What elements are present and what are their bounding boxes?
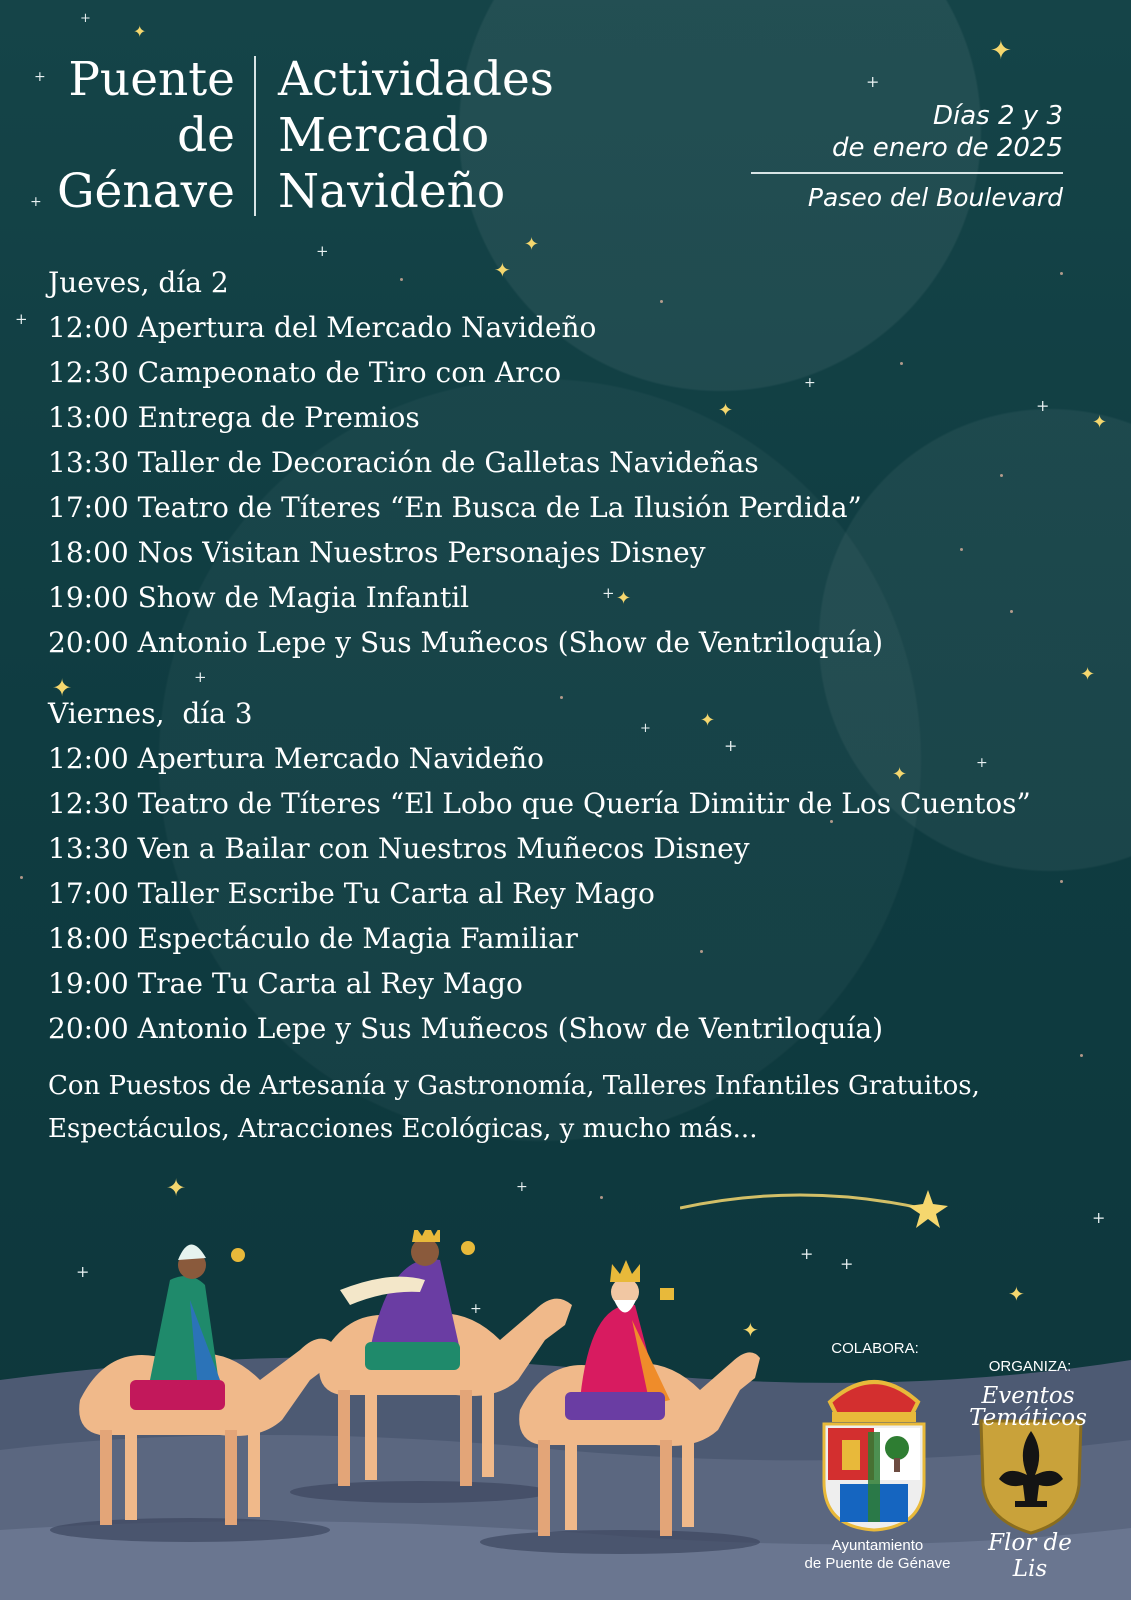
schedule — [48, 258, 1118, 1151]
town-title — [30, 52, 235, 220]
date-line: de enero de 2025 — [831, 133, 1063, 163]
event-row: 19:00 Show de Magia Infantil — [48, 581, 470, 614]
event-title — [278, 52, 554, 220]
town-line: Génave — [56, 164, 235, 219]
event-row: 13:00 Entrega de Premios — [48, 401, 420, 434]
event-row: 19:00 Trae Tu Carta al Rey Mago — [48, 967, 523, 1000]
coat-of-arms-icon — [820, 1362, 928, 1534]
star-icon: + — [866, 72, 880, 91]
event-line: Actividades — [278, 52, 554, 107]
star-icon: ✦ — [1092, 412, 1108, 433]
event-row: 12:30 Campeonato de Tiro con Arco — [48, 356, 562, 389]
spacer — [48, 665, 1118, 692]
star-icon: + — [724, 736, 738, 755]
colabora-label: COLABORA: — [831, 1340, 919, 1357]
closing-text — [48, 1065, 1118, 1151]
star-icon: ✦ — [700, 710, 716, 731]
star-icon: ✦ — [892, 764, 908, 785]
event-row: 13:30 Ven a Bailar con Nuestros Muñecos Disney — [48, 832, 750, 865]
colabora-name — [790, 1537, 965, 1573]
event-row: 12:00 Apertura Mercado Navideño — [48, 742, 544, 775]
star-icon: + — [602, 584, 615, 602]
event-line: Navideño — [278, 164, 506, 219]
colabora-name-line: Ayuntamiento — [831, 1537, 924, 1554]
star-icon: ✦ — [133, 22, 147, 41]
star-icon: ✦ — [52, 674, 73, 702]
organiza-name-line: Temáticos — [969, 1405, 1087, 1431]
organiza-label: ORGANIZA: — [988, 1358, 1072, 1375]
star-icon: + — [804, 375, 816, 391]
organiza-name-line: Eventos — [981, 1383, 1075, 1409]
star-icon: ✦ — [494, 258, 511, 282]
star-icon: + — [30, 194, 42, 210]
event-row: 18:00 Nos Visitan Nuestros Personajes Disney — [48, 536, 706, 569]
star-icon: ✦ — [524, 234, 540, 255]
star-icon: ✦ — [718, 400, 734, 421]
date-divider — [751, 172, 1063, 174]
star-icon: ✦ — [1080, 664, 1096, 685]
star-icon: + — [516, 1179, 528, 1195]
colabora-name-line: de Puente de Génave — [804, 1555, 951, 1572]
event-row: 17:00 Teatro de Títeres “En Busca de La Ilusión Perdida” — [48, 491, 862, 524]
town-line: Puente — [68, 52, 235, 107]
star-icon: + — [976, 755, 988, 771]
star-icon: ✦ — [1008, 1282, 1025, 1306]
day-heading: Jueves, día 2 — [48, 266, 229, 299]
star-dot — [20, 876, 23, 879]
star-icon: ✦ — [742, 1318, 759, 1342]
event-row: 18:00 Espectáculo de Magia Familiar — [48, 922, 578, 955]
star-icon: + — [194, 668, 207, 686]
date-line: Días 2 y 3 — [933, 101, 1063, 131]
fleur-de-lis-shield-icon — [975, 1415, 1087, 1535]
star-dot — [600, 1196, 603, 1199]
star-icon: + — [1036, 396, 1050, 415]
star-icon: ✦ — [616, 588, 632, 609]
star-icon: + — [80, 11, 91, 26]
organiza-name — [958, 1385, 1098, 1429]
star-icon: + — [470, 1301, 482, 1317]
event-row: 20:00 Antonio Lepe y Sus Muñecos (Show de Ventriloquía) — [48, 626, 884, 659]
town-line: de — [177, 108, 235, 163]
rider-3 — [565, 1260, 674, 1420]
star-icon: ✦ — [166, 1174, 187, 1202]
closing-line: Espectáculos, Atracciones Ecológicas, y mucho más... — [48, 1114, 758, 1144]
organiza-brand: Flor de Lis — [988, 1530, 1072, 1582]
event-line: Mercado — [278, 108, 490, 163]
event-row: 12:30 Teatro de Títeres “El Lobo que Quería Dimitir de Los Cuentos” — [48, 787, 1031, 820]
star-icon: + — [34, 69, 46, 85]
three-wise-men-illustration — [20, 1230, 760, 1570]
star-icon: + — [640, 721, 651, 736]
event-row: 20:00 Antonio Lepe y Sus Muñecos (Show de Ventriloquía) — [48, 1012, 884, 1045]
star-icon: + — [316, 242, 329, 260]
event-row: 13:30 Taller de Decoración de Galletas Navideñas — [48, 446, 759, 479]
star-icon: + — [1092, 1208, 1106, 1227]
date-block — [751, 100, 1063, 214]
star-icon: + — [840, 1254, 854, 1273]
event-place: Paseo del Boulevard — [807, 183, 1063, 212]
star-icon: + — [76, 1262, 90, 1281]
event-row: 12:00 Apertura del Mercado Navideño — [48, 311, 597, 344]
title-divider — [254, 56, 256, 216]
star-icon: ✦ — [990, 36, 1012, 66]
day-heading: Viernes, día 3 — [48, 697, 253, 730]
closing-line: Con Puestos de Artesanía y Gastronomía, Talleres Infantiles Gratuitos, — [48, 1071, 980, 1101]
star-icon: + — [15, 310, 28, 328]
event-row: 17:00 Taller Escribe Tu Carta al Rey Mago — [48, 877, 655, 910]
star-icon: + — [800, 1244, 814, 1263]
